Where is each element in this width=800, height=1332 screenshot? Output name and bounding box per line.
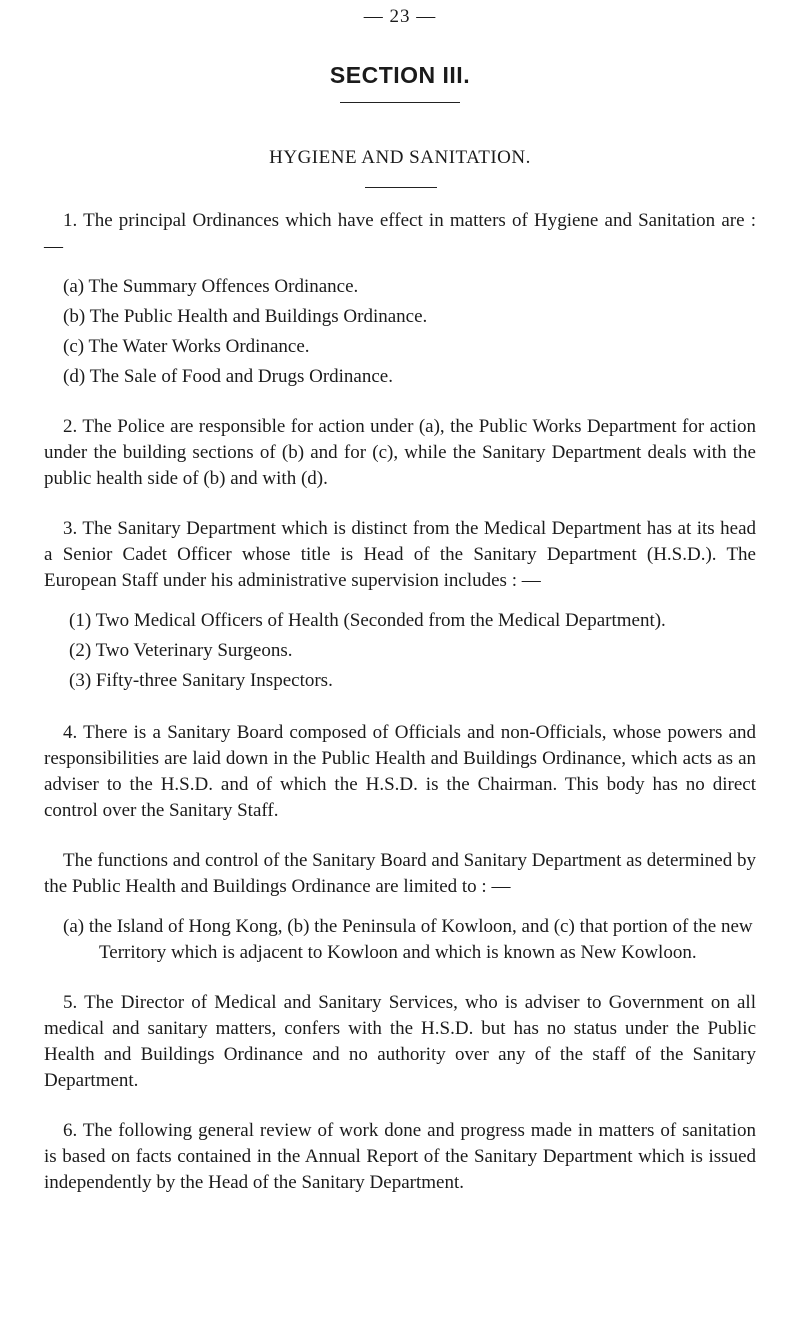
list-item-text: The Summary Offences Ordinance. xyxy=(88,276,359,297)
list-item xyxy=(44,638,756,664)
list-marker: (b) xyxy=(63,306,86,327)
paragraph-4: 4. There is a Sanitary Board composed of Officials and non-Officials, whose powers and responsibilities are laid down in the Public Health and Buildings Ordinance, which acts as an adviser to the H.S.D. and of which the H.S.D. is the Chairman. This body has no direct control over the Sanitary Staff. xyxy=(44,722,756,821)
list-marker: (a) xyxy=(63,276,85,297)
paragraph-2: 2. The Police are responsible for action under (a), the Public Works Department for action under the building sections of (b) and for (c), while the Sanitary Department deals with the public health side of (b) and with (d). xyxy=(44,416,756,489)
list-item xyxy=(44,608,756,634)
jurisdiction-clause: (a) the Island of Hong Kong, (b) the Peninsula of Kowloon, and (c) that portion of the new Territory which is adjacent to Kowloon and which is known as New Kowloon. xyxy=(63,916,753,963)
paragraph-4b: The functions and control of the Sanitary Board and Sanitary Department as determined by the Public Health and Buildings Ordinance are limited to : — xyxy=(44,850,756,897)
list-item-text: Two Medical Officers of Health (Seconded from the Medical Department). xyxy=(95,610,666,631)
list-marker: (1) xyxy=(69,610,92,631)
page-number: — 23 — xyxy=(363,6,437,27)
paragraph-1: 1. The principal Ordinances which have effect in matters of Hygiene and Sanitation are : — xyxy=(44,210,756,257)
list-item xyxy=(44,334,756,360)
title-rule xyxy=(340,102,460,103)
list-marker: (c) xyxy=(63,336,85,357)
list-marker: (2) xyxy=(69,640,92,661)
list-item xyxy=(44,274,756,300)
ordinance-list xyxy=(44,274,756,390)
list-item-text: The Water Works Ordinance. xyxy=(88,336,310,357)
list-item xyxy=(44,668,756,694)
section-subtitle: HYGIENE AND SANITATION. xyxy=(269,147,531,168)
document-body xyxy=(44,208,756,1220)
paragraph-6: 6. The following general review of work done and progress made in matters of sanitation is based on facts contained in the Annual Report of the Sanitary Department which is issued independently by the Head of the Sanitary Department. xyxy=(44,1120,756,1193)
paragraph-5: 5. The Director of Medical and Sanitary Services, who is adviser to Government on all medical and sanitary matters, confers with the H.S.D. but has no status under the Public Health and Buildings Ordinance and no authority over any of the staff of the Sanitary Department. xyxy=(44,992,756,1091)
list-marker: (3) xyxy=(69,670,92,691)
paragraph-3: 3. The Sanitary Department which is distinct from the Medical Department has at its head a Senior Cadet Officer whose title is Head of the Sanitary Department (H.S.D.). The European Staff under his administrative supervision includes : — xyxy=(44,518,756,591)
list-item xyxy=(44,364,756,390)
list-item xyxy=(44,304,756,330)
list-item-text: Fifty-three Sanitary Inspectors. xyxy=(95,670,333,691)
list-item-text: The Sale of Food and Drugs Ordinance. xyxy=(89,366,393,387)
list-item-text: Two Veterinary Surgeons. xyxy=(95,640,293,661)
subtitle-rule xyxy=(365,187,437,188)
section-title: SECTION III. xyxy=(329,62,471,88)
list-marker: (d) xyxy=(63,366,86,387)
list-item-text: The Public Health and Buildings Ordinance. xyxy=(89,306,428,327)
staff-list xyxy=(44,608,756,694)
